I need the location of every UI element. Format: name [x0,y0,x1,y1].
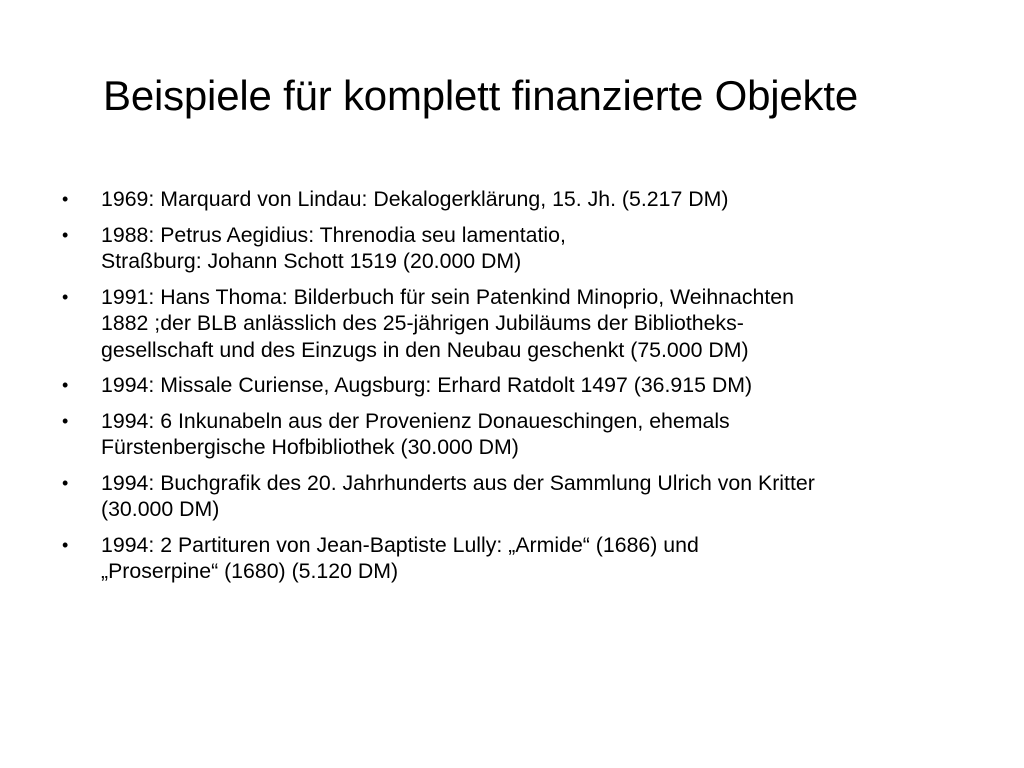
bullet-dot-icon: • [62,472,69,493]
bullet-list [62,186,972,594]
list-item-line: Fürstenbergische Hofbibliothek (30.000 DM) [101,435,519,459]
slide-title: Beispiele für komplett finanzierte Objekte [103,72,858,119]
list-item [62,186,972,213]
bullet-dot-icon: • [62,375,69,395]
list-item-text [101,222,972,275]
list-item [62,284,972,364]
bullet-dot-icon: • [62,286,69,307]
list-item-line: (30.000 DM) [101,497,220,521]
list-item [62,470,972,523]
bullet-dot-icon: • [62,224,69,245]
list-item-line: 1994: 2 Partituren von Jean-Baptiste Lully: „Armide“ (1686) und [101,532,699,557]
list-item-line: 1994: Buchgrafik des 20. Jahrhunderts aus der Sammlung Ulrich von Kritter [101,470,815,495]
list-item-line: 1882 ;der BLB anlässlich des 25-jährigen Jubiläums der Bibliotheks- [101,311,744,335]
list-item-line: Straßburg: Johann Schott 1519 (20.000 DM) [101,249,522,273]
list-item [62,372,972,399]
list-item [62,408,972,461]
list-item-text [101,284,972,364]
list-item-text [101,408,972,461]
list-item-text [101,186,972,213]
list-item-text [101,470,972,523]
bullet-dot-icon: • [62,410,69,431]
list-item-line: 1994: Missale Curiense, Augsburg: Erhard Ratdolt 1497 (36.915 DM) [101,373,753,397]
bullet-dot-icon: • [62,534,69,555]
list-item-line: 1969: Marquard von Lindau: Dekalogerklärung, 15. Jh. (5.217 DM) [101,187,729,211]
list-item [62,532,972,585]
bullet-dot-icon: • [62,189,69,209]
list-item-text [101,372,972,399]
list-item-line: 1988: Petrus Aegidius: Threnodia seu lamentatio, [101,222,566,247]
list-item-line: „Proserpine“ (1680) (5.120 DM) [101,559,399,583]
list-item-line: gesellschaft und des Einzugs in den Neubau geschenkt (75.000 DM) [101,337,749,362]
list-item-line: 1994: 6 Inkunabeln aus der Provenienz Donaueschingen, ehemals [101,408,730,433]
list-item-text [101,532,972,585]
list-item-line: 1991: Hans Thoma: Bilderbuch für sein Patenkind Minoprio, Weihnachten [101,284,794,309]
list-item [62,222,972,275]
